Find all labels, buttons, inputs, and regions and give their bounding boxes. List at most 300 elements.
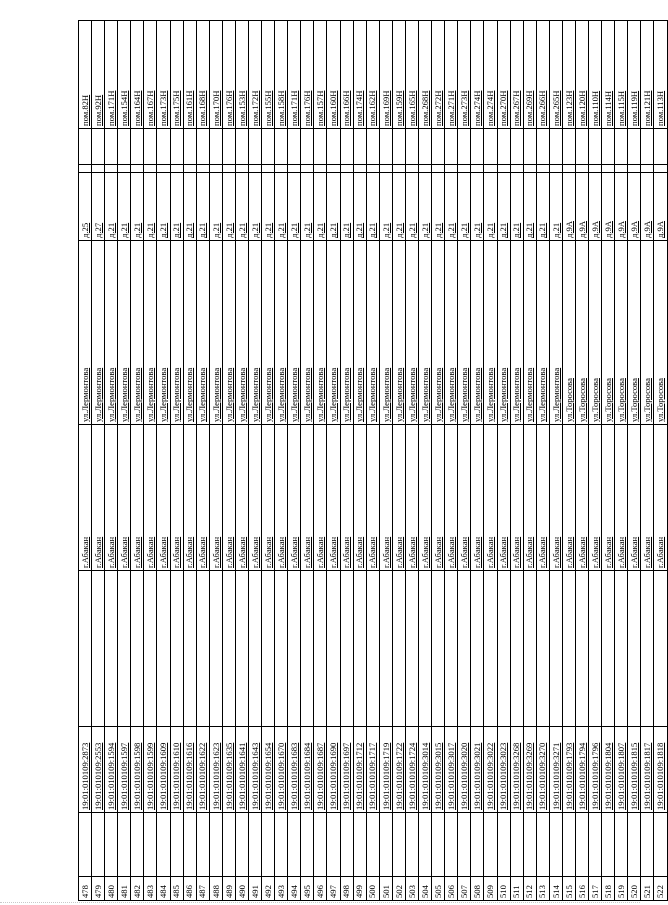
row-number: 504 <box>419 877 432 901</box>
cadastral-number: 19:01:010109:1818 <box>654 727 667 813</box>
table-row <box>301 21 314 901</box>
empty-cell <box>301 129 314 165</box>
cadastral-number: 19:01:010109:3023 <box>497 727 510 813</box>
row-number: 490 <box>235 877 248 901</box>
table-row <box>549 21 562 901</box>
empty-cell <box>288 165 301 173</box>
house-cell: д.9А <box>654 173 667 241</box>
empty-cell <box>366 129 379 165</box>
table-row <box>562 21 575 901</box>
empty-cell <box>118 571 131 727</box>
empty-cell <box>628 129 641 165</box>
premises-cell: пом.269Н <box>523 21 536 129</box>
cadastral-number: 19:01:010109:1793 <box>562 727 575 813</box>
house-cell: д.21 <box>275 173 288 241</box>
empty-cell <box>275 165 288 173</box>
row-number: 485 <box>170 877 183 901</box>
row-number: 478 <box>79 877 92 901</box>
cadastral-number: 19:01:010109:1804 <box>602 727 615 813</box>
street-cell: ул.Лермонтова <box>157 241 170 425</box>
premises-cell: пом.120Н <box>575 21 588 129</box>
empty-cell <box>602 813 615 877</box>
cadastral-number: 19:01:010109:2553 <box>92 727 105 813</box>
table-row <box>288 21 301 901</box>
street-cell: ул.Лермонтова <box>510 241 523 425</box>
street-cell: ул.Лермонтова <box>235 241 248 425</box>
table-row <box>170 21 183 901</box>
empty-cell <box>170 571 183 727</box>
table-row <box>445 21 458 901</box>
premises-cell: пом.92Н <box>92 21 105 129</box>
premises-cell: пом.113Н <box>654 21 667 129</box>
street-cell: ул.Лермонтова <box>484 241 497 425</box>
empty-cell <box>262 571 275 727</box>
empty-cell <box>392 129 405 165</box>
row-number: 499 <box>353 877 366 901</box>
row-number: 505 <box>432 877 445 901</box>
premises-cell: пом.274Н <box>484 21 497 129</box>
empty-cell <box>288 571 301 727</box>
empty-cell <box>654 165 667 173</box>
street-cell: ул.Торосова <box>602 241 615 425</box>
empty-cell <box>654 129 667 165</box>
empty-cell <box>641 165 654 173</box>
empty-cell <box>549 165 562 173</box>
premises-cell: пом.114Н <box>602 21 615 129</box>
city-cell: г.Абакан <box>510 425 523 571</box>
empty-cell <box>589 129 602 165</box>
row-number: 491 <box>249 877 262 901</box>
empty-cell <box>118 813 131 877</box>
cadastral-number: 19:01:010109:1722 <box>392 727 405 813</box>
empty-cell <box>183 813 196 877</box>
premises-cell: пом.110Н <box>589 21 602 129</box>
street-cell: ул.Лермонтова <box>118 241 131 425</box>
house-cell: д.21 <box>549 173 562 241</box>
row-number: 516 <box>575 877 588 901</box>
row-number: 493 <box>275 877 288 901</box>
street-cell: ул.Лермонтова <box>222 241 235 425</box>
table-row <box>419 21 432 901</box>
empty-cell <box>615 165 628 173</box>
empty-cell <box>275 813 288 877</box>
house-cell: д.21 <box>484 173 497 241</box>
empty-cell <box>301 571 314 727</box>
table-row <box>484 21 497 901</box>
empty-cell <box>419 813 432 877</box>
city-cell: г.Абакан <box>366 425 379 571</box>
street-cell: ул.Лермонтова <box>340 241 353 425</box>
empty-cell <box>471 571 484 727</box>
row-number: 519 <box>615 877 628 901</box>
empty-cell <box>131 813 144 877</box>
empty-cell <box>301 813 314 877</box>
row-number: 502 <box>392 877 405 901</box>
row-number: 480 <box>105 877 118 901</box>
city-cell: г.Абакан <box>641 425 654 571</box>
empty-cell <box>222 165 235 173</box>
table-row <box>131 21 144 901</box>
street-cell: ул.Лермонтова <box>419 241 432 425</box>
empty-cell <box>405 129 418 165</box>
cadastral-number: 19:01:010109:1643 <box>249 727 262 813</box>
house-cell: д.21 <box>510 173 523 241</box>
cadastral-number: 19:01:010109:1817 <box>641 727 654 813</box>
street-cell: ул.Лермонтова <box>523 241 536 425</box>
house-cell: д.21 <box>183 173 196 241</box>
empty-cell <box>235 129 248 165</box>
empty-cell <box>144 813 157 877</box>
house-cell: д.21 <box>471 173 484 241</box>
row-number: 497 <box>327 877 340 901</box>
empty-cell <box>131 571 144 727</box>
city-cell: г.Абакан <box>222 425 235 571</box>
cadastral-number: 19:01:010109:3014 <box>419 727 432 813</box>
street-cell: ул.Лермонтова <box>288 241 301 425</box>
street-cell: ул.Лермонтова <box>301 241 314 425</box>
empty-cell <box>445 571 458 727</box>
cadastral-number: 19:01:010109:3270 <box>536 727 549 813</box>
table-row <box>615 21 628 901</box>
city-cell: г.Абакан <box>471 425 484 571</box>
empty-cell <box>497 129 510 165</box>
empty-cell <box>170 129 183 165</box>
city-cell: г.Абакан <box>131 425 144 571</box>
house-cell: д.21 <box>170 173 183 241</box>
city-cell: г.Абакан <box>536 425 549 571</box>
empty-cell <box>432 129 445 165</box>
cadastral-number: 19:01:010109:1684 <box>301 727 314 813</box>
cadastral-number: 19:01:010109:1724 <box>405 727 418 813</box>
row-number: 521 <box>641 877 654 901</box>
premises-cell: пом.160Н <box>327 21 340 129</box>
city-cell: г.Абакан <box>301 425 314 571</box>
city-cell: г.Абакан <box>432 425 445 571</box>
empty-cell <box>549 129 562 165</box>
empty-cell <box>79 165 92 173</box>
row-number: 482 <box>131 877 144 901</box>
row-number: 496 <box>314 877 327 901</box>
empty-cell <box>249 813 262 877</box>
cadastral-number: 19:01:010109:1609 <box>157 727 170 813</box>
empty-cell <box>484 165 497 173</box>
empty-cell <box>196 571 209 727</box>
empty-cell <box>484 813 497 877</box>
empty-cell <box>157 571 170 727</box>
city-cell: г.Абакан <box>183 425 196 571</box>
property-register-table <box>78 20 668 901</box>
premises-cell: пом.270Н <box>497 21 510 129</box>
premises-cell: пом.272Н <box>432 21 445 129</box>
empty-cell <box>523 129 536 165</box>
street-cell: ул.Лермонтова <box>327 241 340 425</box>
house-cell: д.21 <box>118 173 131 241</box>
house-cell: д.21 <box>419 173 432 241</box>
empty-cell <box>536 571 549 727</box>
street-cell: ул.Лермонтова <box>549 241 562 425</box>
table-row <box>340 21 353 901</box>
cadastral-number: 19:01:010109:3271 <box>549 727 562 813</box>
city-cell: г.Абакан <box>654 425 667 571</box>
premises-cell: пом.271Н <box>445 21 458 129</box>
empty-cell <box>249 571 262 727</box>
empty-cell <box>497 571 510 727</box>
empty-cell <box>262 129 275 165</box>
house-cell: д.21 <box>196 173 209 241</box>
empty-cell <box>353 813 366 877</box>
premises-cell: пом.172Н <box>249 21 262 129</box>
empty-cell <box>235 813 248 877</box>
street-cell: ул.Лермонтова <box>392 241 405 425</box>
table-row <box>196 21 209 901</box>
city-cell: г.Абакан <box>484 425 497 571</box>
empty-cell <box>562 571 575 727</box>
empty-cell <box>170 165 183 173</box>
house-cell: д.21 <box>314 173 327 241</box>
house-cell: д.21 <box>353 173 366 241</box>
empty-cell <box>405 165 418 173</box>
street-cell: ул.Лермонтова <box>196 241 209 425</box>
house-cell: д.9А <box>602 173 615 241</box>
row-number: 479 <box>92 877 105 901</box>
empty-cell <box>523 813 536 877</box>
empty-cell <box>392 813 405 877</box>
house-cell: д.9А <box>575 173 588 241</box>
empty-cell <box>628 165 641 173</box>
table-row <box>458 21 471 901</box>
cadastral-number: 19:01:010109:3017 <box>445 727 458 813</box>
empty-cell <box>366 165 379 173</box>
empty-cell <box>419 129 432 165</box>
row-number: 522 <box>654 877 667 901</box>
city-cell: г.Абакан <box>249 425 262 571</box>
cadastral-number: 19:01:010109:1794 <box>575 727 588 813</box>
empty-cell <box>602 571 615 727</box>
house-cell: д.21 <box>157 173 170 241</box>
cadastral-number: 19:01:010109:1807 <box>615 727 628 813</box>
city-cell: г.Абакан <box>314 425 327 571</box>
premises-cell: пом.162Н <box>366 21 379 129</box>
premises-cell: пом.155Н <box>262 21 275 129</box>
street-cell: ул.Лермонтова <box>471 241 484 425</box>
house-cell: д.9А <box>562 173 575 241</box>
empty-cell <box>92 813 105 877</box>
cadastral-number: 19:01:010109:1622 <box>196 727 209 813</box>
premises-cell: пом.168Н <box>196 21 209 129</box>
premises-cell: пом.161Н <box>183 21 196 129</box>
empty-cell <box>235 165 248 173</box>
city-cell: г.Абакан <box>602 425 615 571</box>
empty-cell <box>314 813 327 877</box>
city-cell: г.Абакан <box>144 425 157 571</box>
cadastral-number: 19:01:010109:1690 <box>327 727 340 813</box>
empty-cell <box>327 813 340 877</box>
street-cell: ул.Лермонтова <box>497 241 510 425</box>
row-number: 506 <box>445 877 458 901</box>
street-cell: ул.Лермонтова <box>536 241 549 425</box>
city-cell: г.Абакан <box>458 425 471 571</box>
table-row <box>471 21 484 901</box>
street-cell: ул.Лермонтова <box>366 241 379 425</box>
house-cell: д.9А <box>589 173 602 241</box>
house-cell: д.21 <box>523 173 536 241</box>
cadastral-number: 19:01:010109:1670 <box>275 727 288 813</box>
empty-cell <box>235 571 248 727</box>
empty-cell <box>262 165 275 173</box>
row-number: 515 <box>562 877 575 901</box>
empty-cell <box>314 165 327 173</box>
empty-cell <box>196 165 209 173</box>
house-cell: д.27 <box>92 173 105 241</box>
table-row <box>641 21 654 901</box>
row-number: 503 <box>405 877 418 901</box>
table-row <box>432 21 445 901</box>
street-cell: ул.Торосова <box>562 241 575 425</box>
premises-cell: пом.158Н <box>275 21 288 129</box>
house-cell: д.9А <box>615 173 628 241</box>
table-row <box>589 21 602 901</box>
street-cell: ул.Лермонтова <box>445 241 458 425</box>
city-cell: г.Абакан <box>549 425 562 571</box>
cadastral-number: 19:01:010109:1683 <box>288 727 301 813</box>
row-number: 501 <box>379 877 392 901</box>
city-cell: г.Абакан <box>353 425 366 571</box>
empty-cell <box>144 571 157 727</box>
street-cell: ул.Торосова <box>641 241 654 425</box>
empty-cell <box>589 813 602 877</box>
premises-cell: пом.267Н <box>510 21 523 129</box>
empty-cell <box>510 813 523 877</box>
row-number: 508 <box>471 877 484 901</box>
cadastral-number: 19:01:010109:1712 <box>353 727 366 813</box>
empty-cell <box>105 571 118 727</box>
empty-cell <box>484 571 497 727</box>
empty-cell <box>79 813 92 877</box>
row-number: 520 <box>628 877 641 901</box>
empty-cell <box>589 571 602 727</box>
empty-cell <box>379 813 392 877</box>
table-row <box>536 21 549 901</box>
cadastral-number: 19:01:010109:1610 <box>170 727 183 813</box>
empty-cell <box>327 129 340 165</box>
table-row <box>249 21 262 901</box>
empty-cell <box>458 165 471 173</box>
empty-cell <box>549 813 562 877</box>
cadastral-number: 19:01:010109:1616 <box>183 727 196 813</box>
table-row <box>105 21 118 901</box>
street-cell: ул.Лермонтова <box>183 241 196 425</box>
street-cell: ул.Лермонтова <box>262 241 275 425</box>
table-row <box>79 21 92 901</box>
empty-cell <box>157 813 170 877</box>
cadastral-number: 19:01:010109:2873 <box>79 727 92 813</box>
empty-cell <box>379 165 392 173</box>
empty-cell <box>575 571 588 727</box>
empty-cell <box>432 813 445 877</box>
city-cell: г.Абакан <box>118 425 131 571</box>
house-cell: д.9А <box>641 173 654 241</box>
empty-cell <box>602 165 615 173</box>
city-cell: г.Абакан <box>562 425 575 571</box>
house-cell: д.21 <box>222 173 235 241</box>
house-cell: д.21 <box>249 173 262 241</box>
empty-cell <box>458 571 471 727</box>
premises-cell: пом.170Н <box>209 21 222 129</box>
empty-cell <box>340 129 353 165</box>
city-cell: г.Абакан <box>575 425 588 571</box>
city-cell: г.Абакан <box>392 425 405 571</box>
empty-cell <box>405 571 418 727</box>
premises-cell: пом.171Н <box>105 21 118 129</box>
city-cell: г.Абакан <box>288 425 301 571</box>
empty-cell <box>654 571 667 727</box>
table-row <box>575 21 588 901</box>
empty-cell <box>497 813 510 877</box>
premises-cell: пом.165Н <box>405 21 418 129</box>
premises-cell: пом.169Н <box>379 21 392 129</box>
city-cell: г.Абакан <box>379 425 392 571</box>
premises-cell: пом.174Н <box>353 21 366 129</box>
row-number: 518 <box>602 877 615 901</box>
table-row <box>392 21 405 901</box>
empty-cell <box>131 165 144 173</box>
house-cell: д.21 <box>301 173 314 241</box>
empty-cell <box>575 813 588 877</box>
street-cell: ул.Торосова <box>575 241 588 425</box>
cadastral-number: 19:01:010109:3015 <box>432 727 445 813</box>
street-cell: ул.Лермонтова <box>275 241 288 425</box>
empty-cell <box>523 165 536 173</box>
empty-cell <box>615 129 628 165</box>
empty-cell <box>79 571 92 727</box>
empty-cell <box>209 129 222 165</box>
table-row <box>222 21 235 901</box>
table-row <box>366 21 379 901</box>
empty-cell <box>445 165 458 173</box>
table-row <box>327 21 340 901</box>
house-cell: д.21 <box>405 173 418 241</box>
empty-cell <box>249 129 262 165</box>
empty-cell <box>445 129 458 165</box>
empty-cell <box>105 813 118 877</box>
table-row <box>628 21 641 901</box>
house-cell: д.21 <box>379 173 392 241</box>
cadastral-number: 19:01:010109:3020 <box>458 727 471 813</box>
street-cell: ул.Лермонтова <box>432 241 445 425</box>
house-cell: д.25 <box>79 173 92 241</box>
empty-cell <box>327 165 340 173</box>
empty-cell <box>353 129 366 165</box>
empty-cell <box>575 129 588 165</box>
city-cell: г.Абакан <box>105 425 118 571</box>
premises-cell: пом.119Н <box>628 21 641 129</box>
premises-cell: пом.175Н <box>170 21 183 129</box>
city-cell: г.Абакан <box>157 425 170 571</box>
table-row <box>497 21 510 901</box>
empty-cell <box>196 813 209 877</box>
cadastral-number: 19:01:010109:1598 <box>131 727 144 813</box>
empty-cell <box>105 129 118 165</box>
empty-cell <box>379 129 392 165</box>
street-cell: ул.Лермонтова <box>405 241 418 425</box>
premises-cell: пом.82Н <box>79 21 92 129</box>
cadastral-number: 19:01:010109:1654 <box>262 727 275 813</box>
empty-cell <box>405 813 418 877</box>
empty-cell <box>249 165 262 173</box>
house-cell: д.21 <box>536 173 549 241</box>
empty-cell <box>209 813 222 877</box>
cadastral-number: 19:01:010109:1697 <box>340 727 353 813</box>
